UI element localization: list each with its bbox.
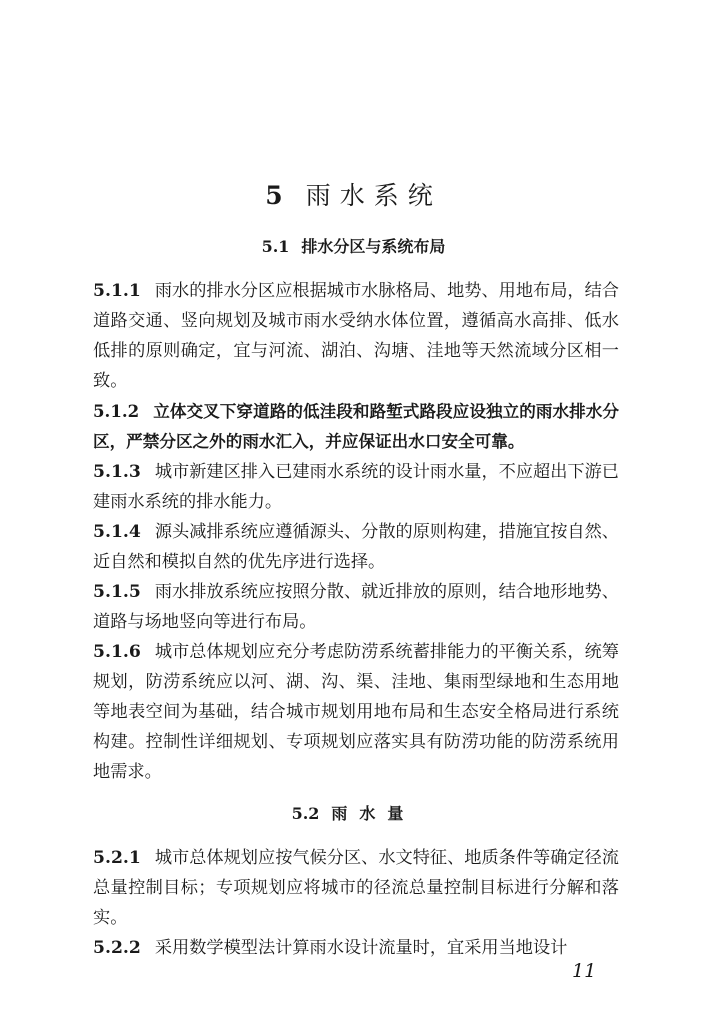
section-body	[93, 843, 619, 963]
clause-number: 5.2.2	[93, 938, 141, 958]
clause-number: 5.1.6	[93, 642, 141, 662]
clause-text: 城市总体规划应按气候分区、水文特征、地质条件等确定径流总量控制目标；专项规划应将城市的径流总量控制目标进行分解和落实。	[93, 848, 619, 928]
clause	[93, 276, 619, 396]
clause-text: 采用数学模型法计算雨水设计流量时，宜采用当地设计	[154, 938, 568, 958]
chapter-title-text: 雨水系统	[305, 181, 442, 210]
clause-mandatory	[93, 396, 619, 457]
section-number: 5.1	[261, 237, 290, 256]
clause-number: 5.1.2	[93, 401, 140, 421]
chapter-number: 5	[265, 181, 292, 210]
clause-text: 雨水排放系统应按照分散、就近排放的原则，结合地形地势、道路与场地竖向等进行布局。	[93, 582, 619, 632]
section-title	[0, 234, 707, 257]
clause-number: 5.1.3	[93, 462, 141, 482]
clause	[93, 637, 619, 787]
section-title	[0, 801, 707, 824]
clause-text: 源头减排系统应遵循源头、分散的原则构建，措施宜按自然、近自然和模拟自然的优先序进行选择。	[93, 522, 619, 572]
clause-text: 城市新建区排入已建雨水系统的设计雨水量，不应超出下游已建雨水系统的排水能力。	[93, 462, 619, 512]
chapter-title	[0, 176, 707, 212]
clause	[93, 457, 619, 517]
section-title-text: 排水分区与系统布局	[301, 237, 446, 256]
clause-text: 立体交叉下穿道路的低洼段和路堑式路段应设独立的雨水排水分区，严禁分区之外的雨水汇入，并应保证出水口安全可靠。	[93, 402, 619, 451]
clause	[93, 933, 619, 963]
page-number: 11	[572, 960, 597, 982]
clause-text: 城市总体规划应充分考虑防涝系统蓄排能力的平衡关系，统筹规划，防涝系统应以河、湖、沟、渠、洼地、集雨型绿地和生态用地等地表空间为基础，结合城市规划用地布局和生态安全格局进行系统构建。控制性详细规划、专项规划应落实具有防涝功能的防涝系统用地需求。	[93, 642, 619, 782]
clause	[93, 843, 619, 933]
clause-number: 5.1.4	[93, 522, 141, 542]
section-title-text: 雨水量	[331, 804, 416, 823]
section-number: 5.2	[291, 804, 320, 823]
clause-number: 5.2.1	[93, 848, 141, 868]
clause-number: 5.1.1	[93, 281, 141, 301]
clause	[93, 517, 619, 577]
clause-text: 雨水的排水分区应根据城市水脉格局、地势、用地布局，结合道路交通、竖向规划及城市雨水受纳水体位置，遵循高水高排、低水低排的原则确定，宜与河流、湖泊、沟塘、洼地等天然流域分区相一致。	[93, 281, 619, 391]
clause	[93, 577, 619, 637]
clause-number: 5.1.5	[93, 582, 141, 602]
section-body	[93, 276, 619, 787]
